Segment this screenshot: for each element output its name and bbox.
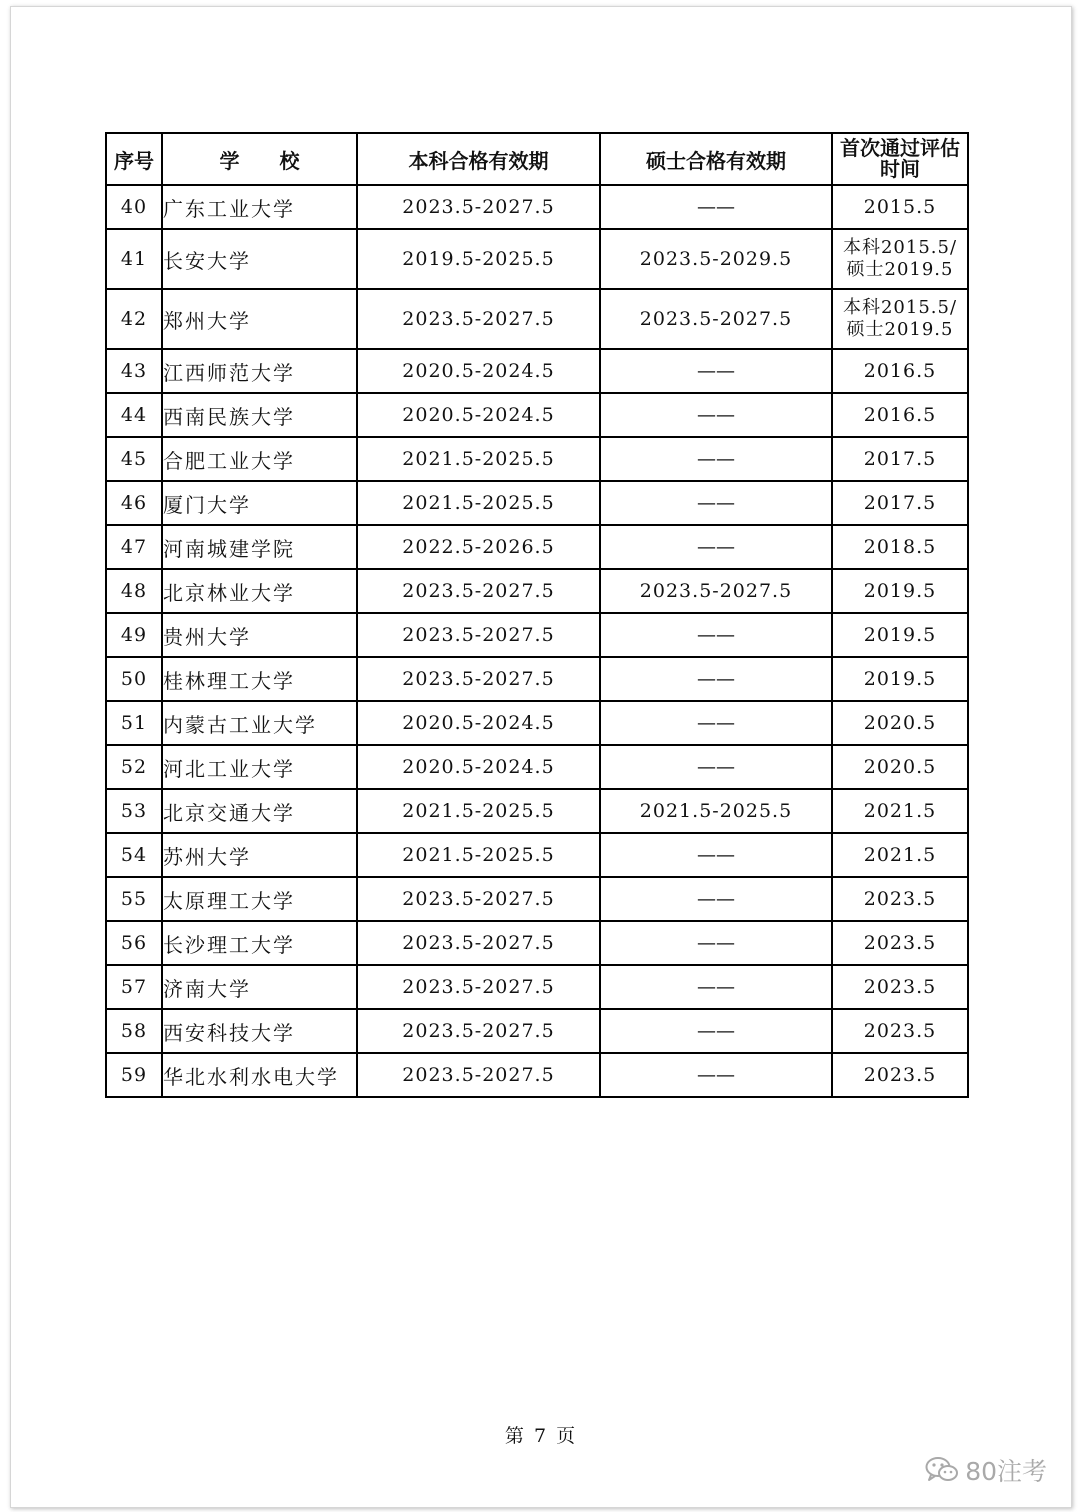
cell-school: 北京林业大学 xyxy=(162,569,357,613)
cell-school: 长安大学 xyxy=(162,229,357,289)
table-body xyxy=(106,185,968,1097)
cell-num: 42 xyxy=(106,289,162,349)
table-row xyxy=(106,657,968,701)
cell-master-validity: —— xyxy=(600,1009,832,1053)
cell-first-pass-time xyxy=(832,965,968,1009)
cell-first-pass-time xyxy=(832,1009,968,1053)
table-row xyxy=(106,1053,968,1097)
cell-school: 太原理工大学 xyxy=(162,877,357,921)
first-pass-line: 2019.5 xyxy=(863,580,937,602)
table-row xyxy=(106,789,968,833)
cell-master-validity: —— xyxy=(600,833,832,877)
table-row xyxy=(106,877,968,921)
cell-bachelor-validity: 2020.5-2024.5 xyxy=(357,745,600,789)
cell-bachelor-validity: 2022.5-2026.5 xyxy=(357,525,600,569)
cell-master-validity: —— xyxy=(600,921,832,965)
cell-bachelor-validity: 2023.5-2027.5 xyxy=(357,877,600,921)
cell-master-validity: —— xyxy=(600,657,832,701)
cell-bachelor-validity: 2021.5-2025.5 xyxy=(357,833,600,877)
first-pass-line: 2023.5 xyxy=(863,932,937,954)
cell-first-pass-time xyxy=(832,789,968,833)
cell-num: 44 xyxy=(106,393,162,437)
cell-bachelor-validity: 2021.5-2025.5 xyxy=(357,481,600,525)
cell-num: 55 xyxy=(106,877,162,921)
cell-school: 贵州大学 xyxy=(162,613,357,657)
table-row xyxy=(106,1009,968,1053)
cell-first-pass-time xyxy=(832,185,968,229)
table-row xyxy=(106,481,968,525)
cell-school: 西南民族大学 xyxy=(162,393,357,437)
cell-bachelor-validity: 2020.5-2024.5 xyxy=(357,349,600,393)
cell-first-pass-time xyxy=(832,349,968,393)
cell-master-validity: —— xyxy=(600,613,832,657)
cell-master-validity: —— xyxy=(600,185,832,229)
cell-school: 长沙理工大学 xyxy=(162,921,357,965)
cell-num: 51 xyxy=(106,701,162,745)
table-header-row xyxy=(106,133,968,185)
cell-bachelor-validity: 2021.5-2025.5 xyxy=(357,437,600,481)
cell-num: 43 xyxy=(106,349,162,393)
cell-first-pass-time xyxy=(832,701,968,745)
cell-bachelor-validity: 2023.5-2027.5 xyxy=(357,613,600,657)
header-first-line2: 时间 xyxy=(880,157,920,181)
table-row xyxy=(106,921,968,965)
page-number: 第 7 页 xyxy=(504,1425,578,1447)
cell-first-pass-time xyxy=(832,921,968,965)
cell-master-validity: —— xyxy=(600,481,832,525)
cell-bachelor-validity: 2023.5-2027.5 xyxy=(357,185,600,229)
watermark xyxy=(925,1452,1047,1488)
table-row xyxy=(106,833,968,877)
cell-first-pass-time xyxy=(832,525,968,569)
cell-school: 河北工业大学 xyxy=(162,745,357,789)
cell-bachelor-validity: 2019.5-2025.5 xyxy=(357,229,600,289)
cell-num: 53 xyxy=(106,789,162,833)
cell-master-validity: —— xyxy=(600,393,832,437)
cell-school: 西安科技大学 xyxy=(162,1009,357,1053)
table-row xyxy=(106,569,968,613)
first-pass-line: 2017.5 xyxy=(863,492,937,514)
cell-school: 郑州大学 xyxy=(162,289,357,349)
cell-master-validity: 2023.5-2029.5 xyxy=(600,229,832,289)
first-pass-line: 2021.5 xyxy=(863,844,937,866)
table-row xyxy=(106,349,968,393)
first-pass-line: 2023.5 xyxy=(863,1020,937,1042)
cell-master-validity: —— xyxy=(600,1053,832,1097)
first-pass-line: 2016.5 xyxy=(863,360,937,382)
cell-num: 41 xyxy=(106,229,162,289)
document-page xyxy=(10,6,1072,1508)
cell-school: 厦门大学 xyxy=(162,481,357,525)
cell-first-pass-time xyxy=(832,229,968,289)
cell-num: 46 xyxy=(106,481,162,525)
first-pass-line: 2023.5 xyxy=(863,1064,937,1086)
table-row xyxy=(106,393,968,437)
first-pass-line: 硕士2019.5 xyxy=(846,319,954,340)
table-row xyxy=(106,613,968,657)
table-row xyxy=(106,229,968,289)
cell-num: 50 xyxy=(106,657,162,701)
table-row xyxy=(106,745,968,789)
cell-school: 华北水利水电大学 xyxy=(162,1053,357,1097)
cell-first-pass-time xyxy=(832,437,968,481)
cell-num: 58 xyxy=(106,1009,162,1053)
cell-master-validity: —— xyxy=(600,701,832,745)
first-pass-line: 本科2015.5/ xyxy=(842,297,958,318)
cell-bachelor-validity: 2023.5-2027.5 xyxy=(357,921,600,965)
cell-bachelor-validity: 2023.5-2027.5 xyxy=(357,1009,600,1053)
header-first-pass-time xyxy=(832,133,968,185)
first-pass-line: 2018.5 xyxy=(863,536,937,558)
first-pass-line: 2020.5 xyxy=(863,712,937,734)
cell-bachelor-validity: 2023.5-2027.5 xyxy=(357,965,600,1009)
cell-master-validity: —— xyxy=(600,437,832,481)
cell-master-validity: —— xyxy=(600,877,832,921)
first-pass-line: 本科2015.5/ xyxy=(842,237,958,258)
wechat-icon xyxy=(925,1456,959,1484)
cell-num: 52 xyxy=(106,745,162,789)
cell-first-pass-time xyxy=(832,289,968,349)
cell-first-pass-time xyxy=(832,393,968,437)
table-row xyxy=(106,525,968,569)
cell-first-pass-time xyxy=(832,481,968,525)
cell-master-validity: —— xyxy=(600,745,832,789)
first-pass-line: 2021.5 xyxy=(863,800,937,822)
first-pass-line: 2023.5 xyxy=(863,888,937,910)
cell-first-pass-time xyxy=(832,613,968,657)
cell-master-validity: 2021.5-2025.5 xyxy=(600,789,832,833)
cell-num: 48 xyxy=(106,569,162,613)
cell-bachelor-validity: 2023.5-2027.5 xyxy=(357,289,600,349)
table-row xyxy=(106,701,968,745)
table-row xyxy=(106,965,968,1009)
watermark-text: 80注考 xyxy=(965,1457,1047,1486)
first-pass-line: 2019.5 xyxy=(863,624,937,646)
header-school: 学 校 xyxy=(162,133,357,185)
cell-master-validity: —— xyxy=(600,349,832,393)
cell-school: 内蒙古工业大学 xyxy=(162,701,357,745)
cell-num: 54 xyxy=(106,833,162,877)
cell-first-pass-time xyxy=(832,833,968,877)
first-pass-line: 2015.5 xyxy=(863,196,937,218)
cell-first-pass-time xyxy=(832,1053,968,1097)
cell-school: 合肥工业大学 xyxy=(162,437,357,481)
header-num: 序号 xyxy=(106,133,162,185)
first-pass-line: 2019.5 xyxy=(863,668,937,690)
cell-school: 江西师范大学 xyxy=(162,349,357,393)
cell-first-pass-time xyxy=(832,877,968,921)
header-first-line1: 首次通过评估 xyxy=(840,136,960,160)
cell-school: 桂林理工大学 xyxy=(162,657,357,701)
cell-num: 59 xyxy=(106,1053,162,1097)
cell-first-pass-time xyxy=(832,569,968,613)
cell-first-pass-time xyxy=(832,745,968,789)
cell-bachelor-validity: 2021.5-2025.5 xyxy=(357,789,600,833)
header-master-validity: 硕士合格有效期 xyxy=(600,133,832,185)
cell-bachelor-validity: 2023.5-2027.5 xyxy=(357,1053,600,1097)
first-pass-line: 2016.5 xyxy=(863,404,937,426)
cell-school: 济南大学 xyxy=(162,965,357,1009)
cell-num: 49 xyxy=(106,613,162,657)
cell-school: 广东工业大学 xyxy=(162,185,357,229)
table-row xyxy=(106,185,968,229)
cell-num: 57 xyxy=(106,965,162,1009)
header-bachelor-validity: 本科合格有效期 xyxy=(357,133,600,185)
first-pass-line: 2017.5 xyxy=(863,448,937,470)
cell-bachelor-validity: 2020.5-2024.5 xyxy=(357,393,600,437)
first-pass-line: 硕士2019.5 xyxy=(846,259,954,280)
cell-master-validity: 2023.5-2027.5 xyxy=(600,569,832,613)
table-row xyxy=(106,437,968,481)
cell-num: 56 xyxy=(106,921,162,965)
cell-school: 河南城建学院 xyxy=(162,525,357,569)
cell-master-validity: —— xyxy=(600,965,832,1009)
cell-num: 40 xyxy=(106,185,162,229)
cell-num: 45 xyxy=(106,437,162,481)
cell-bachelor-validity: 2023.5-2027.5 xyxy=(357,569,600,613)
cell-num: 47 xyxy=(106,525,162,569)
first-pass-line: 2023.5 xyxy=(863,976,937,998)
table-row xyxy=(106,289,968,349)
cell-school: 北京交通大学 xyxy=(162,789,357,833)
cell-master-validity: —— xyxy=(600,525,832,569)
cell-school: 苏州大学 xyxy=(162,833,357,877)
first-pass-line: 2020.5 xyxy=(863,756,937,778)
cell-master-validity: 2023.5-2027.5 xyxy=(600,289,832,349)
cell-first-pass-time xyxy=(832,657,968,701)
cell-bachelor-validity: 2023.5-2027.5 xyxy=(357,657,600,701)
evaluation-table xyxy=(105,132,969,1098)
cell-bachelor-validity: 2020.5-2024.5 xyxy=(357,701,600,745)
